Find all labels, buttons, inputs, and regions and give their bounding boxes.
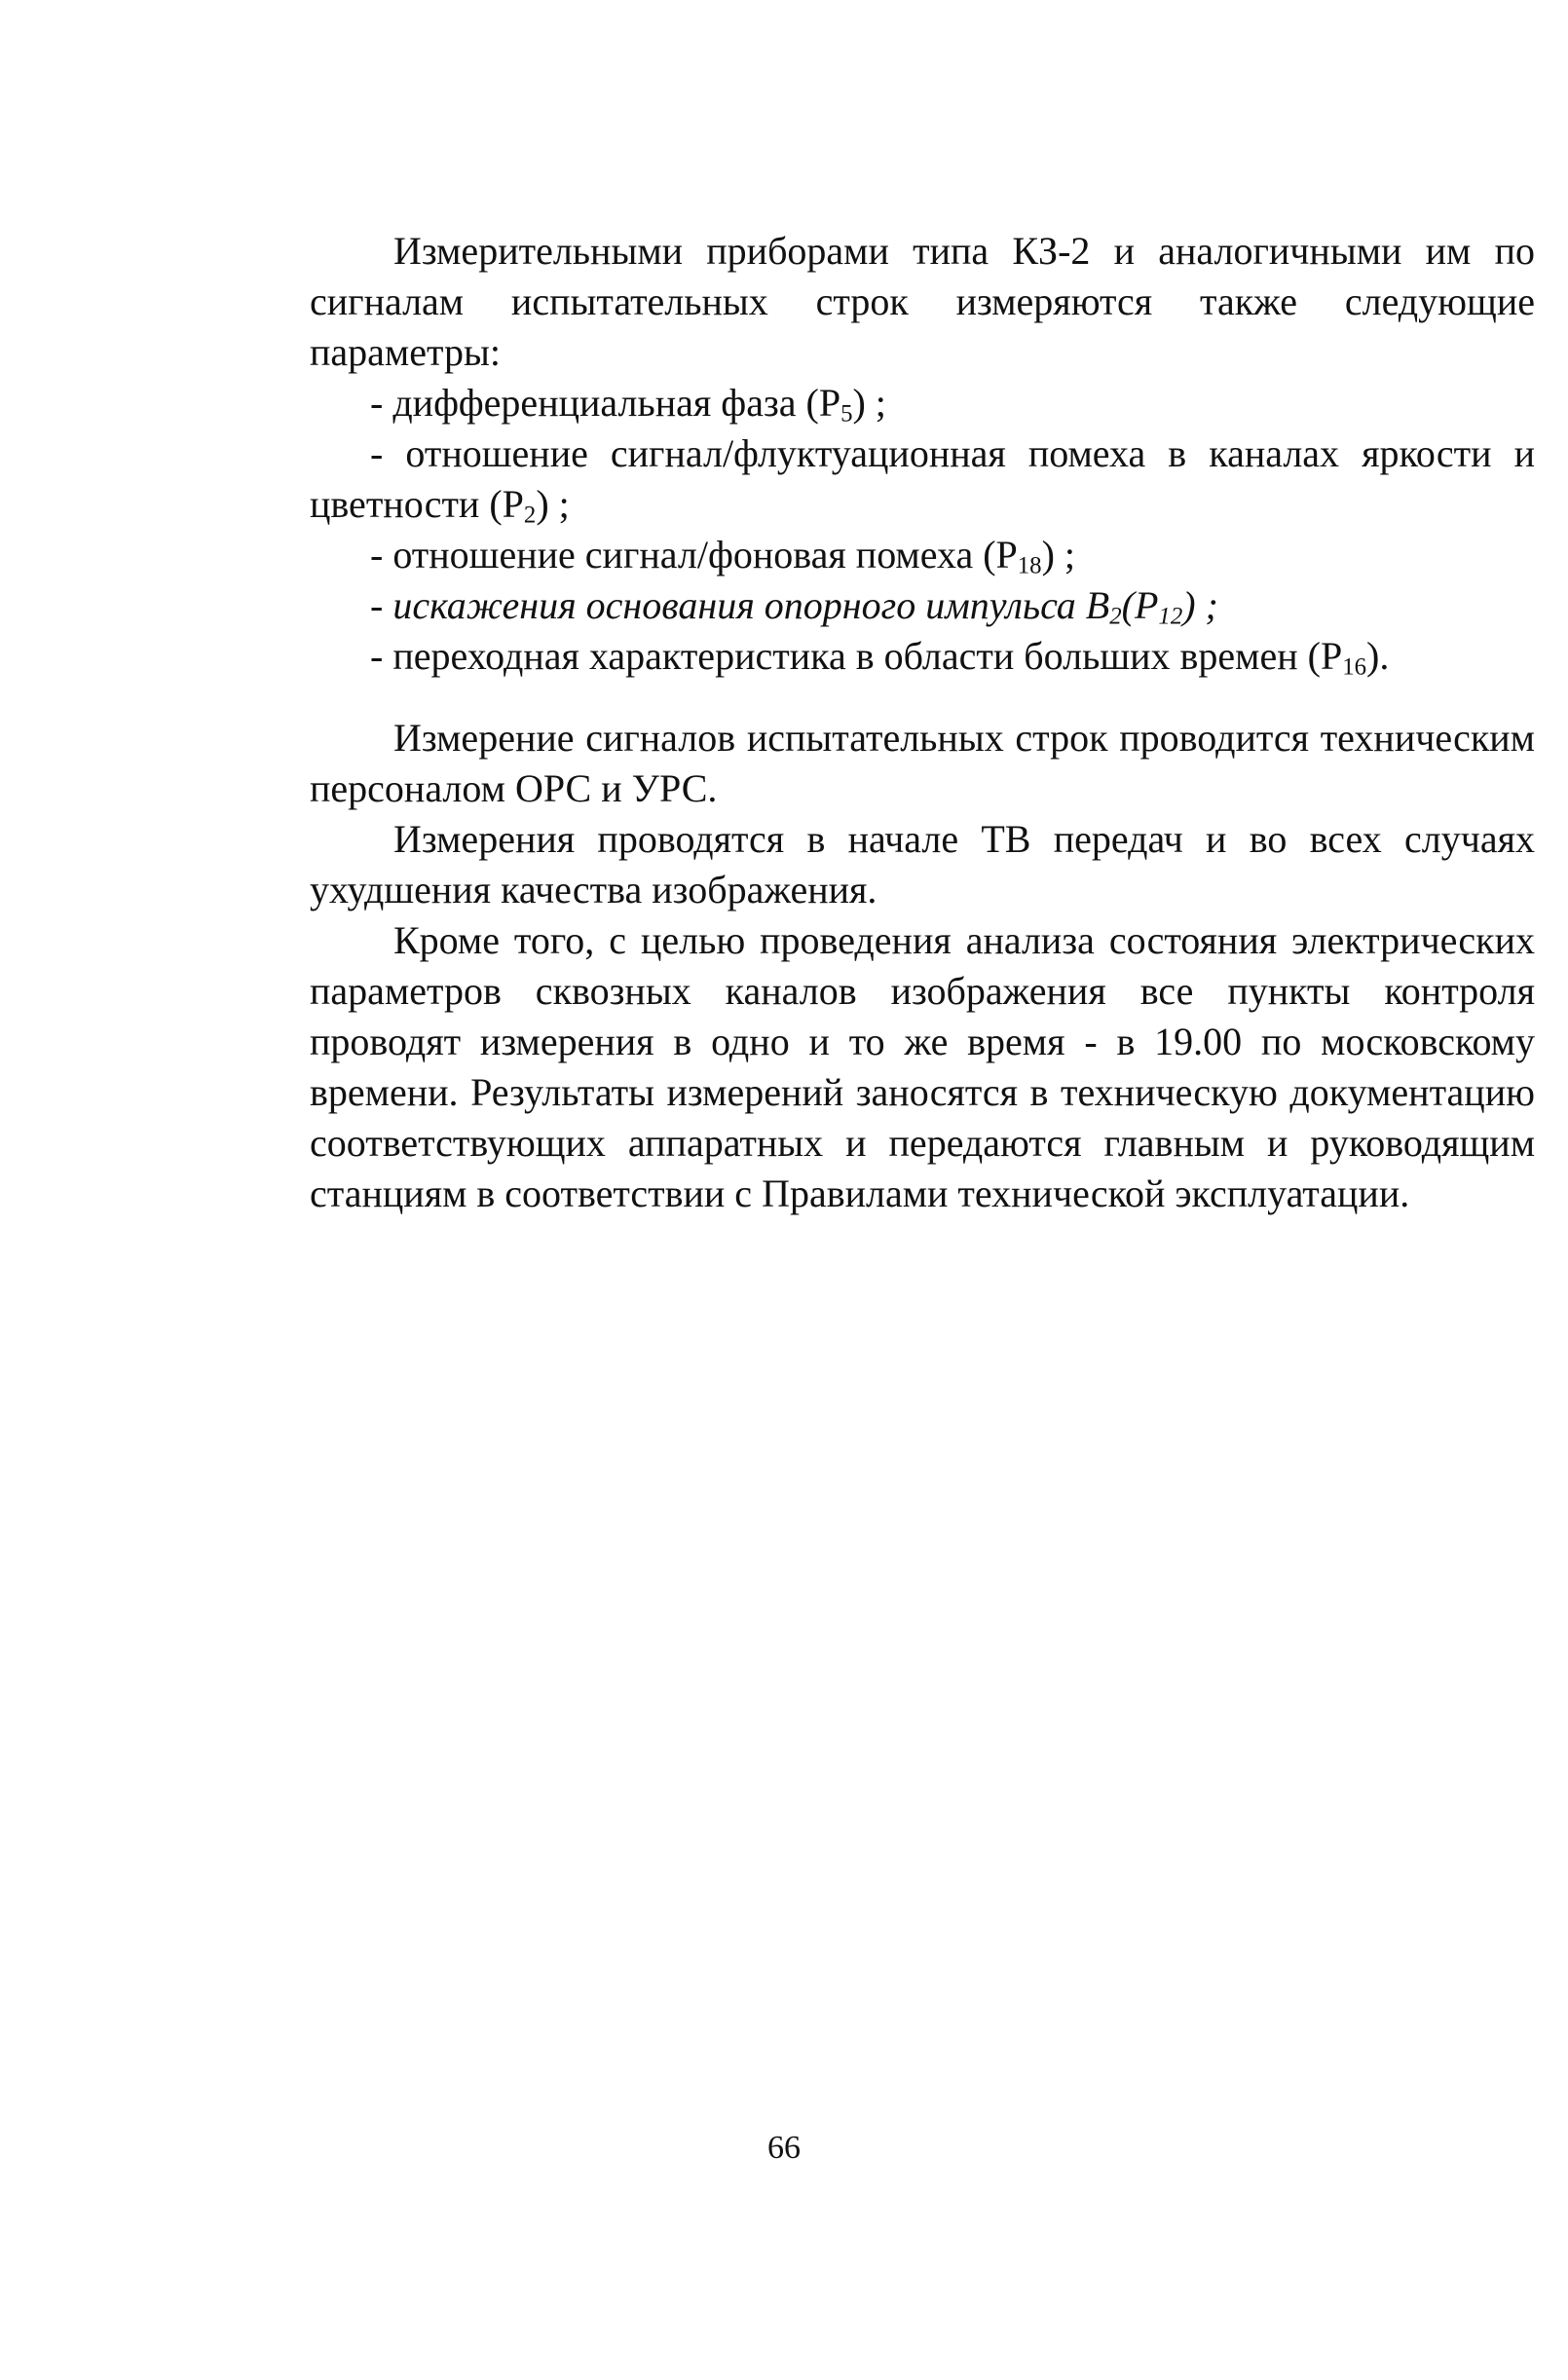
subscript: 2 bbox=[523, 502, 537, 529]
subscript: 18 bbox=[1017, 552, 1042, 579]
subscript: 2 bbox=[1109, 603, 1122, 630]
list-item-text: - отношение сигнал/флуктуационная помеха в каналах яркости и цветности (P bbox=[310, 431, 1535, 526]
list-item-text: - искажения основания опорного импульса B bbox=[370, 583, 1110, 627]
subscript: 16 bbox=[1342, 653, 1366, 681]
subscript: 5 bbox=[840, 400, 853, 428]
document-body bbox=[310, 226, 1535, 1219]
subscript: 12 bbox=[1158, 603, 1183, 630]
list-item-suffix: ) ; bbox=[536, 482, 570, 526]
intro-paragraph: Измерительными приборами типа КЗ-2 и аналогичными им по сигналам испытательных строк измеряются также следующие параметры: bbox=[310, 229, 1535, 374]
list-item-text: - переходная характеристика в области больших времен (P bbox=[370, 634, 1343, 678]
list-item-text: - дифференциальная фаза (P bbox=[370, 381, 841, 425]
list-item-middle: (P bbox=[1121, 583, 1159, 627]
list-item-suffix: ) ; bbox=[1182, 583, 1218, 627]
list-item-differential-phase bbox=[310, 378, 1535, 428]
list-item-suffix: ). bbox=[1366, 634, 1390, 678]
list-item-text: - отношение сигнал/фоновая помеха (P bbox=[370, 533, 1018, 576]
paragraph-spacer bbox=[310, 682, 1535, 713]
list-item-reference-pulse-distortion bbox=[310, 580, 1535, 631]
list-item-snr-background bbox=[310, 530, 1535, 580]
page-number: 66 bbox=[767, 2130, 801, 2166]
list-item-transient-response bbox=[310, 631, 1535, 682]
list-item-suffix: ) ; bbox=[1041, 533, 1075, 576]
list-item-suffix: ) ; bbox=[852, 381, 886, 425]
list-item-snr-fluctuation bbox=[310, 428, 1535, 530]
paragraph-measurement-timing: Измерения проводятся в начале ТВ передач и во всех случаях ухудшения качества изображения. bbox=[310, 817, 1535, 911]
paragraph-analysis: Кроме того, с целью проведения анализа состояния электрических параметров сквозных каналов изображения все пункты контроля проводят измерения в одно и то же время - в 19.00 по московскому времени. Результаты измерений заносятся в техническую документацию соответствующих аппаратных и передаются главным и руководящим станциям в соответствии с Правилами технической эксплуатации. bbox=[310, 918, 1535, 1215]
paragraph-measurement-personnel: Измерение сигналов испытательных строк проводится техническим персоналом ОРС и УРС. bbox=[310, 716, 1535, 810]
